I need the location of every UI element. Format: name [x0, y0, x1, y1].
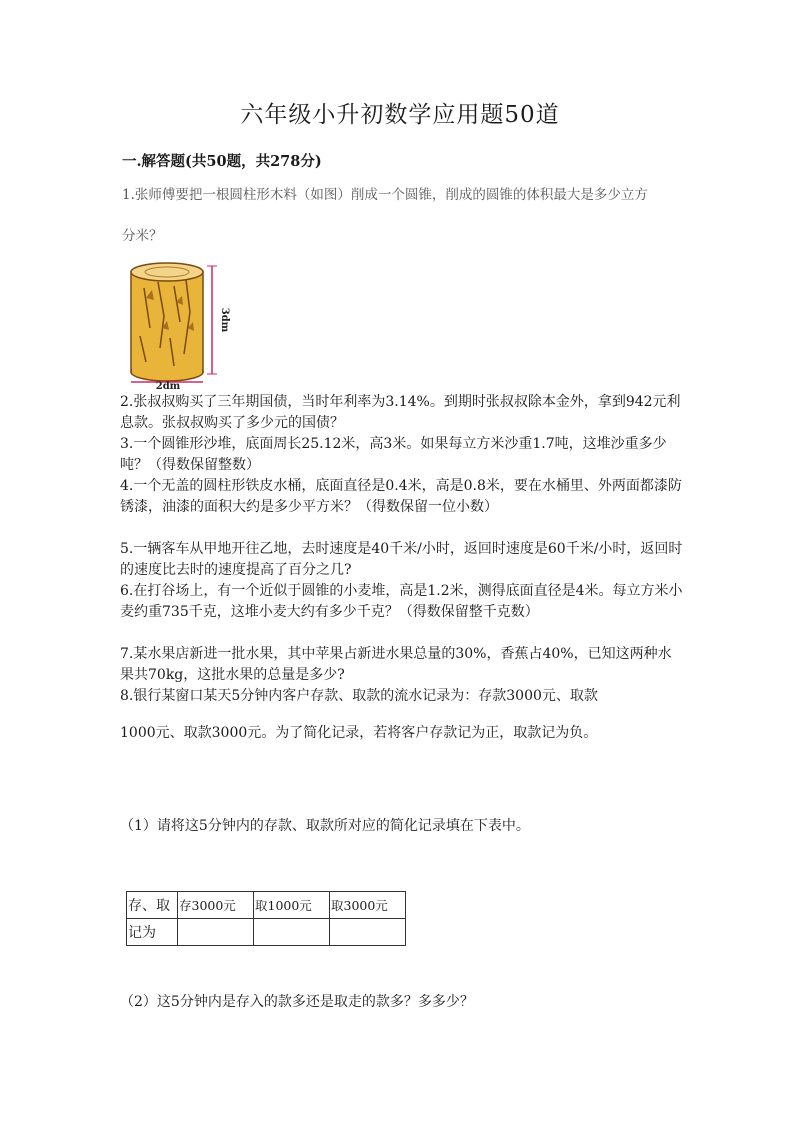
- question-8-line-2: 1000元、取款3000元。为了简化记录，若将客户存款记为正，取款记为负。: [120, 725, 598, 741]
- question-2: 2.张叔叔购买了三年期国债，当时年利率为3.14%。到期时张叔叔除本金外，拿到942元利息款。张叔叔购买了多少元的国债？: [120, 394, 681, 431]
- question-5: 5.一辆客车从甲地开往乙地，去时速度是40千米/小时，返回时速度是60千米/小时，返回时的速度比去时的速度提高了百分之几?: [120, 541, 683, 578]
- question-8-part-2: （2）这5分钟内是存入的款多还是取走的款多？多多少？: [120, 994, 474, 1010]
- table-row-label: 记为: [127, 919, 178, 946]
- question-6: 6.在打谷场上，有一个近似于圆锥的小麦堆，高是1.2米，测得底面直径是4米。每立方米小麦约重735千克，这堆小麦大约有多少千克？（得数保留整千克数）: [120, 583, 683, 620]
- table-header-cell: 取1000元: [254, 892, 330, 919]
- record-table: [126, 891, 406, 946]
- question-8-part-1: （1）请将这5分钟内的存款、取款所对应的简化记录填在下表中。: [120, 818, 530, 834]
- table-header-cell: 存、取: [127, 892, 178, 919]
- table-row: [127, 919, 406, 946]
- table-header-cell: 取3000元: [330, 892, 406, 919]
- question-1-line-2: 分米？: [122, 228, 163, 244]
- question-3: 3.一个圆锥形沙堆，底面周长25.12米，高3米。如果每立方米沙重1.7吨，这堆沙重多少吨？（得数保留整数）: [120, 436, 667, 473]
- cylinder-log-figure: [124, 258, 234, 390]
- question-7: 7.某水果店新进一批水果，其中苹果占新进水果总量的30%，香蕉占40%，已知这两种水果共70kg，这批水果的总量是多少?: [120, 646, 672, 683]
- height-label: 3dm: [219, 307, 230, 333]
- question-8-line-1: 8.银行某窗口某天5分钟内客户存款、取款的流水记录为：存款3000元、取款: [120, 688, 598, 704]
- table-answer-cell[interactable]: [254, 919, 330, 946]
- diameter-label: 2dm: [155, 381, 181, 390]
- table-header-cell: 存3000元: [178, 892, 254, 919]
- table-answer-cell[interactable]: [330, 919, 406, 946]
- question-1-line-1: 1.张师傅要把一根圆柱形木料（如图）削成一个圆锥，削成的圆锥的体积最大是多少立方: [122, 187, 648, 203]
- table-row: [127, 892, 406, 919]
- page-title: 六年级小升初数学应用题50道: [240, 102, 560, 128]
- section-heading: 一.解答题(共50题，共278分): [122, 153, 322, 170]
- question-4: 4.一个无盖的圆柱形铁皮水桶，底面直径是0.4米，高是0.8米，要在水桶里、外两面都漆防锈漆，油漆的面积大约是多少平方米？（得数保留一位小数）: [120, 478, 682, 515]
- table-answer-cell[interactable]: [178, 919, 254, 946]
